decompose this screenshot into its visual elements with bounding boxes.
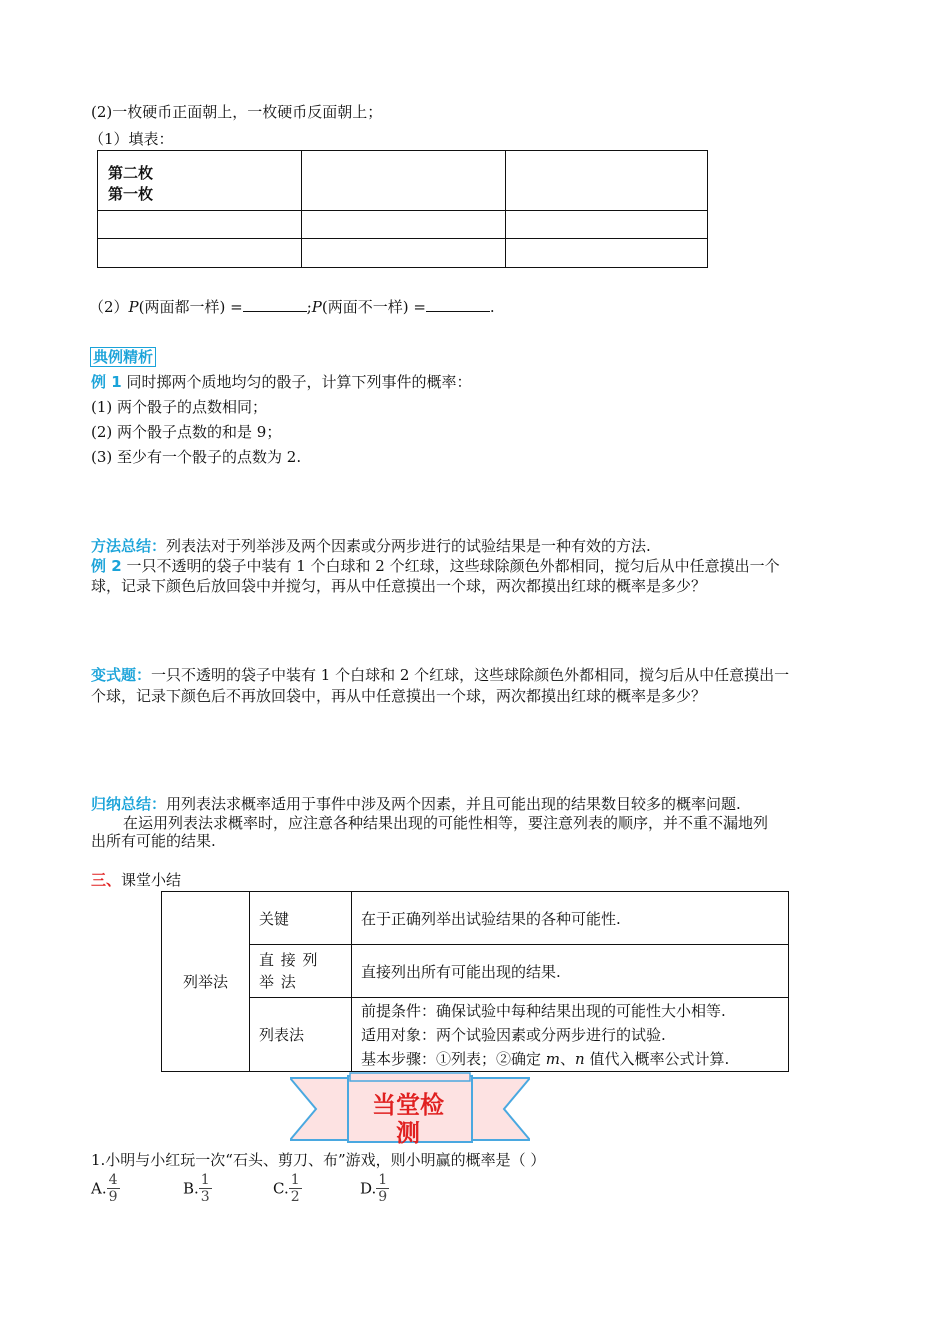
row-key: 列表法 bbox=[259, 1026, 305, 1044]
example-1-text: 同时掷两个质地均匀的骰子，计算下列事件的概率： bbox=[121, 373, 472, 391]
option-label: A. bbox=[91, 1179, 107, 1198]
example-2-label: 例 2 bbox=[91, 557, 122, 575]
option-d[interactable] bbox=[360, 1172, 389, 1205]
summary-table bbox=[161, 891, 789, 1072]
summary-key-cell bbox=[250, 892, 352, 945]
numerator: 4 bbox=[108, 1172, 118, 1188]
row-key: 关键 bbox=[259, 909, 290, 928]
induction-label: 归纳总结： bbox=[91, 795, 167, 813]
option-fraction bbox=[107, 1172, 120, 1205]
numerator: 1 bbox=[200, 1172, 210, 1188]
numerator: 1 bbox=[378, 1172, 388, 1188]
method-summary bbox=[91, 536, 651, 556]
p-diff-label: (两面不一样) = bbox=[321, 298, 426, 316]
table-cell[interactable] bbox=[506, 151, 708, 211]
method-name: 列举法 bbox=[182, 973, 228, 991]
row-value-line: 适用对象：两个试验因素或分两步进行的试验. bbox=[361, 1025, 666, 1044]
method-summary-label: 方法总结： bbox=[91, 537, 167, 555]
summary-value-cell bbox=[352, 892, 789, 945]
case-2-text: (2)一枚硬币正面朝上，一枚硬币反面朝上； bbox=[91, 103, 383, 121]
example-2 bbox=[91, 556, 780, 576]
separator: ; bbox=[306, 298, 312, 316]
row-key: 直 接 列 举 法 bbox=[259, 951, 319, 991]
table-cell[interactable] bbox=[302, 151, 506, 211]
option-label: B. bbox=[183, 1179, 199, 1198]
example-1-item: (2) 两个骰子点数的和是 9； bbox=[91, 423, 282, 441]
row-value: 在于正确列举出试验结果的各种可能性. bbox=[361, 909, 621, 928]
steps-text: 基本步骤：①列表；②确定 bbox=[361, 1049, 546, 1068]
summary-value-cell bbox=[352, 945, 789, 998]
option-a[interactable] bbox=[91, 1172, 120, 1205]
answer-blank-diff[interactable] bbox=[426, 297, 490, 312]
fill-table-label: （1）填表： bbox=[89, 130, 174, 148]
induction-summary bbox=[91, 794, 741, 814]
option-fraction bbox=[199, 1172, 212, 1205]
table-cell[interactable] bbox=[506, 211, 708, 239]
end-period: . bbox=[489, 298, 495, 316]
denominator: 3 bbox=[200, 1189, 210, 1205]
option-label: C. bbox=[273, 1179, 289, 1198]
question-1: 1.小明与小红玩一次“石头、剪刀、布”游戏，则小明赢的概率是（ ） bbox=[91, 1151, 546, 1169]
example-1-item: (1) 两个骰子的点数相同； bbox=[91, 398, 268, 416]
row-value: 直接列出所有可能出现的结果. bbox=[361, 962, 561, 981]
section-title-examples: 典例精析 bbox=[90, 347, 156, 367]
banner-line: 当堂检 bbox=[372, 1091, 444, 1119]
ribbon-right-tail bbox=[470, 1078, 530, 1140]
banner-line: 测 bbox=[396, 1119, 420, 1147]
table-cell[interactable] bbox=[302, 211, 506, 239]
option-label: D. bbox=[360, 1179, 377, 1198]
option-fraction bbox=[376, 1172, 389, 1205]
summary-key-cell bbox=[250, 998, 352, 1072]
denominator: 2 bbox=[290, 1189, 300, 1205]
variant-question bbox=[91, 665, 789, 685]
induction-text: 用列表法求概率适用于事件中涉及两个因素，并且可能出现的结果数目较多的概率问题. bbox=[166, 795, 741, 813]
variant-text-line2: 个球，记录下颜色后不再放回袋中，再从中任意摸出一个球，两次都摸出红球的概率是多少？ bbox=[91, 687, 707, 705]
separator: 、 bbox=[560, 1049, 576, 1068]
probability-blanks bbox=[89, 297, 495, 317]
variant-label: 变式题： bbox=[91, 666, 152, 684]
variant-text: 一只不透明的袋子中装有 1 个白球和 2 个红球，这些球除颜色外都相同，搅匀后从中任意摸出一 bbox=[151, 666, 790, 684]
induction-text-line3: 出所有可能的结果. bbox=[91, 832, 216, 850]
example-1-item: (3) 至少有一个骰子的点数为 2. bbox=[91, 448, 302, 466]
coin-table bbox=[97, 150, 708, 268]
induction-text-line2: 在运用列表法求概率时，应注意各种结果出现的可能性相等，要注意列表的顺序，并不重不漏地列 bbox=[123, 814, 769, 832]
section-number: 三、 bbox=[91, 871, 122, 889]
numerator: 1 bbox=[290, 1172, 300, 1188]
answer-blank-same[interactable] bbox=[243, 297, 307, 312]
steps-text-end: 值代入概率公式计算. bbox=[584, 1049, 730, 1068]
example-1 bbox=[91, 372, 471, 392]
table-header-cell bbox=[98, 151, 302, 211]
table-cell[interactable] bbox=[98, 239, 302, 268]
summary-key-cell bbox=[250, 945, 352, 998]
denominator: 9 bbox=[108, 1189, 118, 1205]
option-c[interactable] bbox=[273, 1172, 302, 1205]
banner-title bbox=[358, 1091, 458, 1147]
var-n: n bbox=[575, 1049, 585, 1068]
p-prefix: （2） bbox=[89, 298, 129, 316]
header-first-coin: 第一枚 bbox=[108, 184, 154, 203]
p-same-label: (两面都一样) = bbox=[138, 298, 243, 316]
ribbon-top-band bbox=[350, 1073, 470, 1081]
table-cell[interactable] bbox=[98, 211, 302, 239]
section-title-summary bbox=[91, 870, 181, 890]
example-1-label: 例 1 bbox=[91, 373, 122, 391]
denominator: 9 bbox=[378, 1189, 388, 1205]
option-fraction bbox=[289, 1172, 302, 1205]
var-m: m bbox=[545, 1049, 561, 1068]
row-value-line: 前提条件：确保试验中每种结果出现的可能性大小相等. bbox=[361, 1001, 726, 1020]
method-summary-text: 列表法对于列举涉及两个因素或分两步进行的试验结果是一种有效的方法. bbox=[166, 537, 651, 555]
header-second-coin: 第二枚 bbox=[108, 163, 154, 182]
summary-method-cell bbox=[162, 892, 250, 1072]
option-b[interactable] bbox=[183, 1172, 212, 1205]
row-value-line bbox=[361, 1047, 788, 1071]
example-2-text-line2: 球，记录下颜色后放回袋中并搅匀，再从中任意摸出一个球，两次都摸出红球的概率是多少？ bbox=[91, 577, 707, 595]
summary-value-cell bbox=[352, 998, 789, 1072]
example-2-text: 一只不透明的袋子中装有 1 个白球和 2 个红球，这些球除颜色外都相同，搅匀后从中任意摸出一个 bbox=[121, 557, 780, 575]
ribbon-left-tail bbox=[290, 1078, 350, 1140]
table-cell[interactable] bbox=[302, 239, 506, 268]
p-letter: P bbox=[311, 298, 322, 316]
summary-title: 课堂小结 bbox=[121, 871, 182, 889]
p-letter: P bbox=[128, 298, 139, 316]
table-cell[interactable] bbox=[506, 239, 708, 268]
